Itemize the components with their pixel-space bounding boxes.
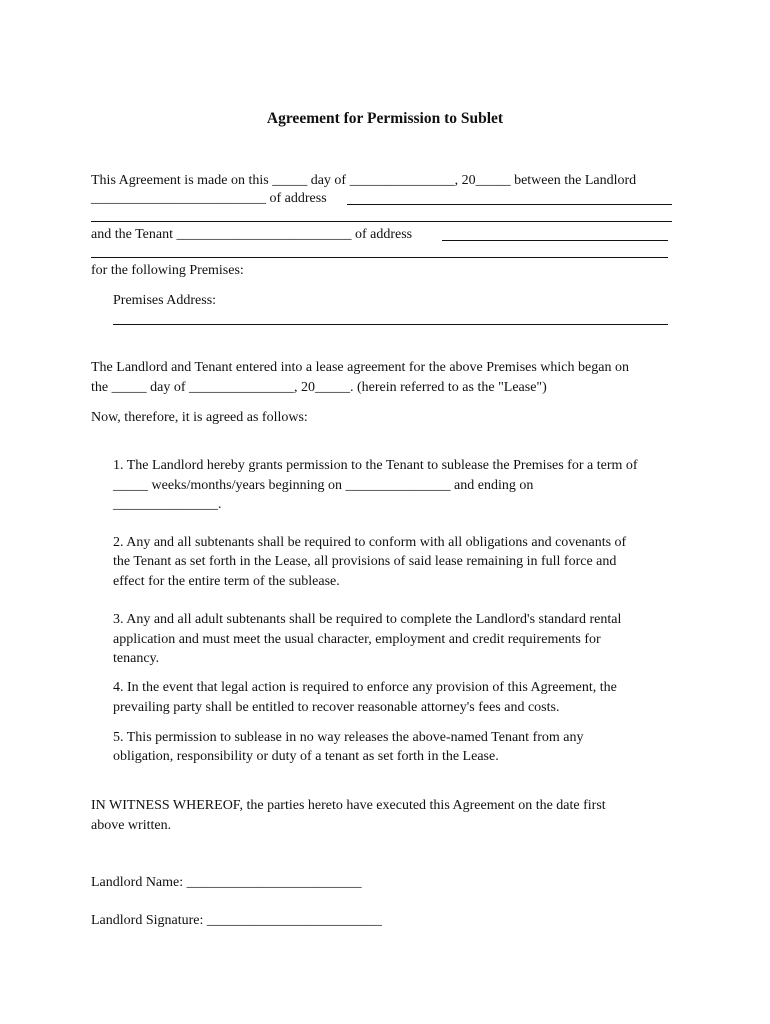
clause-3-line-3: tenancy. — [113, 651, 160, 666]
premises-address-label: Premises Address: — [113, 293, 217, 308]
landlord-signature-field[interactable]: Landlord Signature: _________________________ — [91, 913, 382, 928]
clause-5-line-2: obligation, responsibility or duty of a tenant as set forth in the Lease. — [113, 749, 499, 764]
tenant-line: and the Tenant _________________________ of address — [91, 227, 413, 242]
clause-1-line-2: _____ weeks/months/years beginning on _______________ and ending on — [113, 478, 534, 493]
clause-4-line-1: 4. In the event that legal action is required to enforce any provision of this Agreement, the — [113, 680, 617, 695]
document-title: Agreement for Permission to Sublet — [266, 110, 504, 127]
clause-1-line-3: _______________. — [113, 497, 222, 512]
clause-3-line-1: 3. Any and all adult subtenants shall be required to complete the Landlord's standard rental — [113, 612, 622, 627]
intro-line-1: This Agreement is made on this _____ day of _______________, 20_____ between the Landlord — [91, 173, 637, 188]
now-therefore: Now, therefore, it is agreed as follows: — [91, 410, 308, 425]
tenant-address-blank — [442, 240, 668, 241]
premises-address-blank — [113, 324, 668, 325]
landlord-address-blank — [347, 204, 672, 205]
clause-4-line-2: prevailing party shall be entitled to recover reasonable attorney's fees and costs. — [113, 700, 560, 715]
landlord-address-blank-2 — [91, 221, 672, 222]
lease-line-2: the _____ day of _______________, 20_____. (herein referred to as the "Lease") — [91, 380, 547, 395]
intro-line-2: _________________________ of address — [91, 191, 327, 206]
clause-2-line-2: the Tenant as set forth in the Lease, all provisions of said lease remaining in full force and — [113, 554, 617, 569]
witness-line-2: above written. — [91, 818, 172, 833]
clause-3-line-2: application and must meet the usual character, employment and credit requirements for — [113, 632, 601, 647]
witness-line-1: IN WITNESS WHEREOF, the parties hereto have executed this Agreement on the date first — [91, 798, 606, 813]
landlord-name-field[interactable]: Landlord Name: _________________________ — [91, 875, 362, 890]
clause-1-line-1: 1. The Landlord hereby grants permission to the Tenant to sublease the Premises for a term of — [113, 458, 638, 473]
clause-2-line-1: 2. Any and all subtenants shall be required to conform with all obligations and covenants of — [113, 535, 627, 550]
clause-2-line-3: effect for the entire term of the sublease. — [113, 574, 340, 589]
premises-intro: for the following Premises: — [91, 263, 244, 278]
tenant-address-blank-2 — [91, 257, 668, 258]
lease-line-1: The Landlord and Tenant entered into a lease agreement for the above Premises which began on — [91, 360, 629, 375]
clause-5-line-1: 5. This permission to sublease in no way releases the above-named Tenant from any — [113, 730, 584, 745]
